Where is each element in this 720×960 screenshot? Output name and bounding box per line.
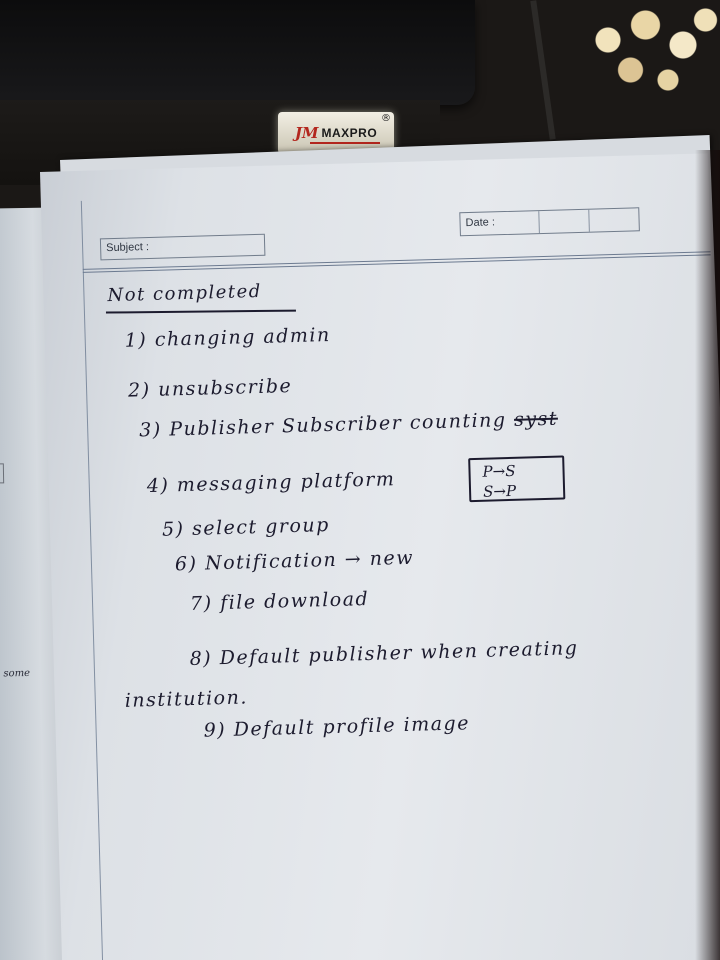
heading-underline [106,310,296,314]
date-cell-divider [538,211,540,233]
date-box [459,207,640,236]
note-item: institution. [124,686,249,712]
cable [530,0,555,139]
note-item: 2) unsubscribe [127,375,293,402]
note-item: 9) Default profile image [203,712,471,742]
registered-mark: ® [381,113,391,124]
note-item: 5) select group [161,514,331,541]
note-item-text: 3) Publisher Subscriber counting [138,409,507,442]
pub-sub-line: P→S [482,461,516,481]
notes-heading: Not completed [107,280,263,307]
left-page-fragment: some [3,667,31,680]
date-label: Date : [465,216,496,230]
date-cell-divider [588,210,590,232]
note-item [139,408,558,442]
note-item: 1) changing admin [124,323,331,352]
laptop-base [0,0,475,105]
pub-sub-line: S→P [482,481,517,501]
right-shadow [695,150,720,960]
notebook-page [40,153,720,960]
struck-word: syst [513,407,559,431]
subject-label: Subject : [105,240,150,255]
note-item: 8) Default publisher when creating [189,637,579,671]
margin-line [81,201,104,960]
left-page-box [0,463,4,483]
brand-underline [310,142,380,144]
note-item: 6) Notification → new [174,546,415,576]
brand-maxpro: MAXPRO [321,126,378,140]
popcorn [578,0,720,100]
pub-sub-box [468,455,565,502]
brand-jm: JM [294,124,319,142]
note-item: 4) messaging platform [146,468,396,498]
note-item: 7) file download [189,587,370,615]
subject-box [100,234,266,261]
